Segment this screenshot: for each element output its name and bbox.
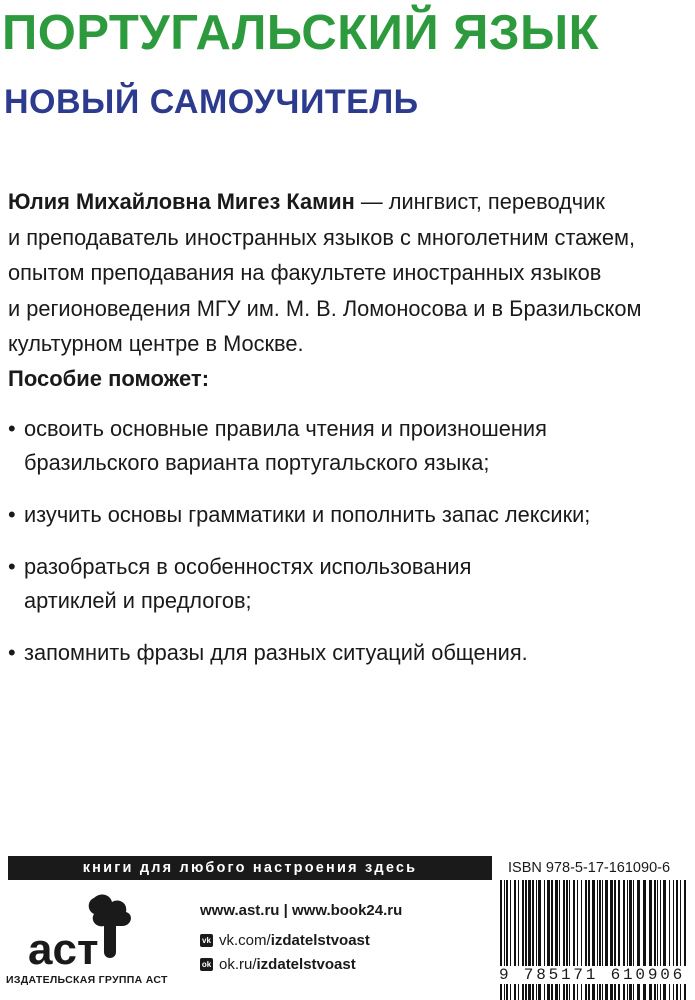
bio-line-3: опытом преподавания на факультете иностранных языков	[8, 260, 602, 286]
book-subtitle: НОВЫЙ САМОУЧИТЕЛЬ	[4, 83, 419, 121]
logo-lettering: аст	[28, 925, 99, 972]
bio-line-2: и преподаватель иностранных языков с многолетним стажем,	[8, 224, 636, 250]
list-item-line: бразильского варианта португальского языка;	[24, 450, 490, 475]
list-item-line: артиклей и предлогов;	[24, 588, 252, 613]
bullet-icon: •	[8, 502, 16, 527]
ok-handle: izdatelstvoast	[256, 956, 356, 973]
bio-line-1	[8, 184, 692, 220]
vk-icon: vk	[200, 934, 213, 947]
list-item	[8, 550, 692, 618]
bio-line-4: и регионоведения МГУ им. М. В. Ломоносова и в Бразильском	[8, 295, 642, 321]
publisher-name: ИЗДАТЕЛЬСКАЯ ГРУППА АСТ	[6, 974, 168, 986]
ok-link[interactable]	[200, 956, 356, 973]
author-name: Юлия Михайловна Мигез Камин	[8, 189, 355, 214]
ok-prefix: ok.ru/	[219, 956, 257, 973]
list-item	[8, 636, 692, 670]
bullet-icon: •	[8, 416, 16, 441]
help-heading: Пособие поможет:	[8, 366, 210, 391]
vk-handle: izdatelstvoast	[270, 932, 370, 949]
author-bio	[8, 184, 692, 362]
list-item-line: разобраться в особенностях использования	[24, 554, 472, 579]
isbn: ISBN 978-5-17-161090-6	[508, 860, 671, 876]
book-title: ПОРТУГАЛЬСКИЙ ЯЗЫК	[2, 6, 599, 60]
bio-line-1-rest: — лингвист, переводчик	[354, 189, 605, 214]
ast-logo-icon	[24, 890, 142, 972]
tagline-bar: книги для любого настроения здесь	[8, 856, 492, 880]
list-item	[8, 498, 692, 532]
vk-link[interactable]	[200, 932, 370, 949]
websites[interactable]: www.ast.ru | www.book24.ru	[200, 902, 403, 919]
list-item-line: запомнить фразы для разных ситуаций общения.	[24, 640, 528, 665]
ok-icon: ok	[201, 960, 212, 969]
list-item-line: освоить основные правила чтения и произношения	[24, 416, 547, 441]
list-item-line: изучить основы грамматики и пополнить запас лексики;	[24, 502, 591, 527]
vk-prefix: vk.com/	[219, 932, 271, 949]
barcode-digits-text: 9 785171 610906	[499, 966, 686, 984]
bio-line-5: культурном центре в Москве.	[8, 331, 304, 357]
barcode-digits	[498, 966, 692, 984]
help-list	[8, 412, 692, 688]
bullet-icon: •	[8, 554, 16, 579]
list-item	[8, 412, 692, 480]
bullet-icon: •	[8, 640, 16, 665]
